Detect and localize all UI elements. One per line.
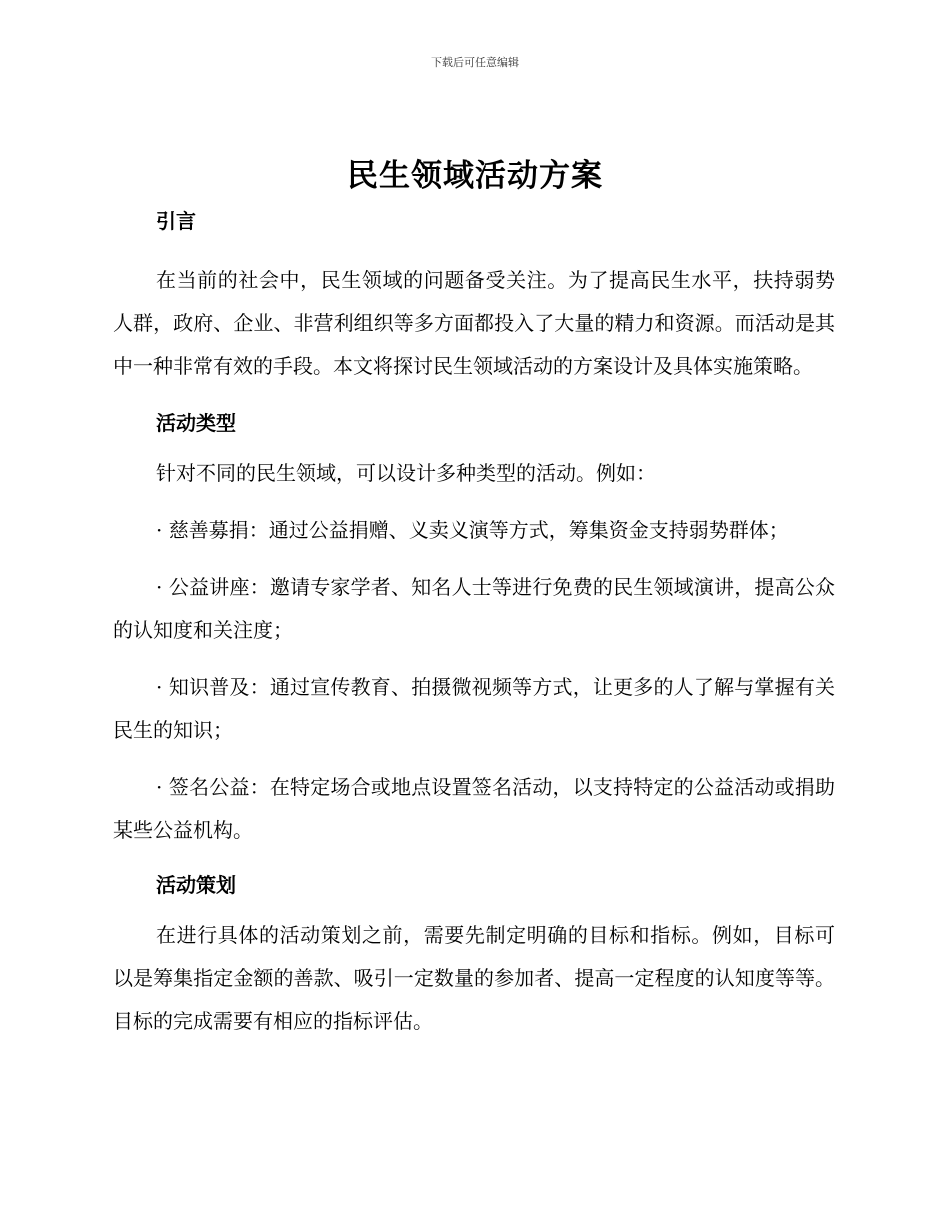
section-heading-activity-types: 活动类型 — [156, 411, 236, 435]
document-body — [113, 206, 835, 1043]
paragraph-activity-planning: 在进行具体的活动策划之前，需要先制定明确的目标和指标。例如，目标可以是筹集指定金额的善款、吸引一定数量的参加者、提高一定程度的认知度等等。目标的完成需要有相应的指标评估。 — [113, 923, 835, 1033]
list-item-charity-fundraising: · 慈善募捐：通过公益捐赠、义卖义演等方式，筹集资金支持弱势群体； — [156, 518, 789, 542]
section-heading-activity-planning: 活动策划 — [156, 873, 236, 897]
list-item-public-lecture: · 公益讲座：邀请专家学者、知名人士等进行免费的民生领域演讲，提高公众的认知度和关注度； — [113, 575, 835, 642]
paragraph-activity-types: 针对不同的民生领域，可以设计多种类型的活动。例如： — [156, 461, 656, 485]
list-item-signature-charity: · 签名公益：在特定场合或地点设置签名活动，以支持特定的公益活动或捐助某些公益机构。 — [113, 775, 835, 842]
document-title: 民生领域活动方案 — [347, 158, 603, 194]
page-header: 下载后可任意编辑 — [431, 56, 519, 69]
list-item-knowledge-popularization: · 知识普及：通过宣传教育、拍摄微视频等方式，让更多的人了解与掌握有关民生的知识； — [113, 675, 835, 742]
section-heading-intro: 引言 — [156, 209, 196, 233]
paragraph-intro: 在当前的社会中，民生领域的问题备受关注。为了提高民生水平，扶持弱势人群，政府、企业、非营利组织等多方面都投入了大量的精力和资源。而活动是其中一种非常有效的手段。本文将探讨民生领域活动的方案设计及具体实施策略。 — [113, 268, 835, 378]
